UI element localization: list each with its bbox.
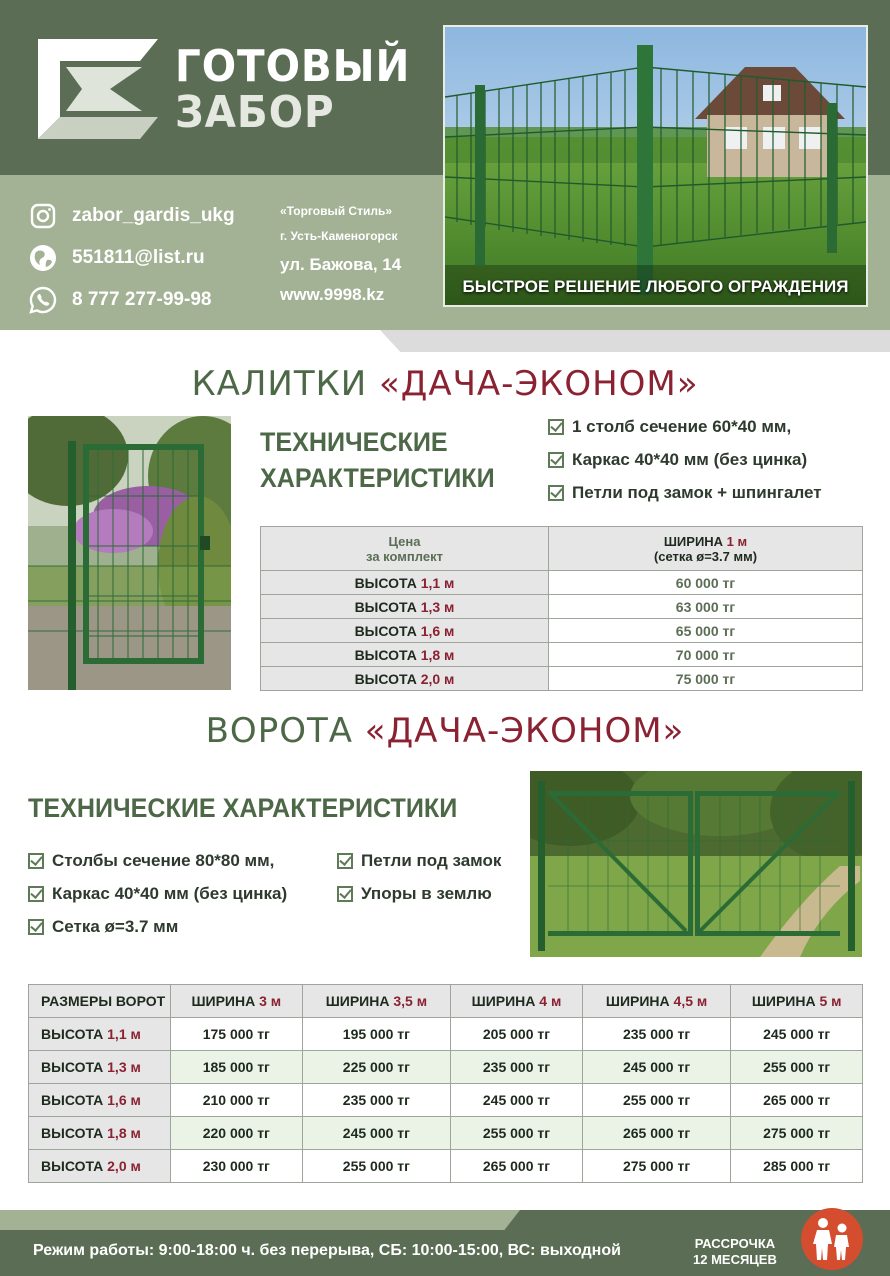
- checkbox-icon: [548, 452, 564, 468]
- price-cell: 255 000 тг: [302, 1150, 451, 1183]
- width-prefix: ШИРИНА: [605, 993, 674, 1009]
- height-cell: [29, 1084, 171, 1117]
- width-value: 4,5 м: [673, 993, 708, 1009]
- table-row: [29, 1150, 863, 1183]
- table-row: [29, 1018, 863, 1051]
- table-row: [261, 619, 863, 643]
- corner-header: РАЗМЕРЫ ВОРОТ: [29, 985, 171, 1018]
- brand-line-1: ГОТОВЫЙ: [175, 41, 411, 92]
- height-cell: [29, 1117, 171, 1150]
- price-cell: 265 000 тг: [451, 1150, 583, 1183]
- gate-photo: [28, 416, 231, 690]
- feature-text: Петли под замок: [361, 850, 502, 870]
- height-value: 2,0 м: [107, 1158, 141, 1174]
- contact-phone[interactable]: [28, 279, 235, 321]
- height-prefix: ВЫСОТА: [41, 1158, 108, 1174]
- price-cell: 210 000 тг: [171, 1084, 303, 1117]
- width-prefix: ШИРИНА: [325, 993, 394, 1009]
- contact-list: [28, 195, 235, 321]
- price-cell: 255 000 тг: [582, 1084, 731, 1117]
- feature-text: Столбы сечение 80*80 мм,: [52, 850, 275, 870]
- width-header: [302, 985, 451, 1018]
- shop-name: «Торговый Стиль»: [280, 204, 393, 218]
- feature-item: [28, 910, 287, 943]
- table-header-row: [29, 985, 863, 1018]
- feature-text: 1 столб сечение 60*40 мм,: [572, 416, 792, 436]
- price-header-line-1: Цена: [388, 533, 421, 549]
- price-cell: 235 000 тг: [451, 1051, 583, 1084]
- table-row: [29, 1117, 863, 1150]
- width-header-line-1: [549, 534, 862, 549]
- checkbox-icon: [28, 853, 44, 869]
- gates-tech-line-1: ТЕХНИЧЕСКИЕ: [260, 427, 448, 457]
- height-prefix: ВЫСОТА: [354, 622, 421, 639]
- installment-line-1: РАССРОЧКА: [694, 1236, 776, 1251]
- height-prefix: ВЫСОТА: [354, 646, 421, 663]
- vorota-features-right: [337, 844, 501, 910]
- height-prefix: ВЫСОТА: [354, 670, 421, 687]
- price-cell: 220 000 тг: [171, 1117, 303, 1150]
- price-header-line-2: за комплект: [366, 548, 443, 564]
- price-cell: 245 000 тг: [302, 1117, 451, 1150]
- table-header-row: [261, 527, 863, 571]
- footer-accent-strip: [0, 1210, 520, 1230]
- checkbox-icon: [28, 886, 44, 902]
- logo-icon: [30, 33, 162, 145]
- checkbox-icon: [548, 419, 564, 435]
- installment-badge: [801, 1208, 863, 1270]
- height-cell: [261, 571, 549, 595]
- checkbox-icon: [548, 485, 564, 501]
- price-cell: 245 000 тг: [731, 1018, 863, 1051]
- table-row: [29, 1051, 863, 1084]
- hero-caption: БЫСТРОЕ РЕШЕНИЕ ЛЮБОГО ОГРАЖДЕНИЯ: [462, 277, 849, 296]
- price-cell: 195 000 тг: [302, 1018, 451, 1051]
- table-row: [261, 595, 863, 619]
- height-value: 1,3 м: [420, 598, 455, 615]
- feature-item: [337, 877, 501, 910]
- feature-item: [548, 410, 822, 443]
- shop-address: [280, 204, 401, 313]
- height-cell: [261, 667, 549, 691]
- height-cell: [261, 643, 549, 667]
- checkbox-icon: [337, 886, 353, 902]
- table-row: [261, 571, 863, 595]
- working-hours: Режим работы: 9:00-18:00 ч. без перерыва, СБ: 10:00-15:00, ВС: выходной: [33, 1242, 621, 1259]
- price-cell: 255 000 тг: [451, 1117, 583, 1150]
- contact-phone-text: 8 777 277-99-98: [72, 289, 212, 310]
- gates-features: [548, 410, 822, 509]
- checkbox-icon: [28, 919, 44, 935]
- height-value: 2,0 м: [420, 670, 455, 687]
- table-row: [261, 667, 863, 691]
- price-cell: 235 000 тг: [302, 1084, 451, 1117]
- height-cell: [261, 595, 549, 619]
- header-shadow-strip: [380, 330, 890, 352]
- table-row: [261, 643, 863, 667]
- height-prefix: ВЫСОТА: [354, 598, 421, 615]
- price-cell: 285 000 тг: [731, 1150, 863, 1183]
- height-cell: [29, 1051, 171, 1084]
- price-cell: 75 000 тг: [549, 667, 863, 691]
- vorota-photo: [530, 771, 862, 957]
- feature-item: [337, 844, 501, 877]
- price-cell: 63 000 тг: [549, 595, 863, 619]
- feature-item: [28, 844, 287, 877]
- contact-instagram[interactable]: [28, 195, 235, 237]
- width-header: [451, 985, 583, 1018]
- feature-item: [548, 476, 822, 509]
- shop-city: г. Усть-Каменогорск: [280, 229, 398, 243]
- instagram-icon: [28, 201, 58, 231]
- height-prefix: ВЫСОТА: [41, 1092, 108, 1108]
- price-cell: 225 000 тг: [302, 1051, 451, 1084]
- contact-instagram-text: zabor_gardis_ukg: [72, 205, 235, 226]
- hero-fence-illustration: [445, 27, 866, 305]
- price-cell: 255 000 тг: [731, 1051, 863, 1084]
- feature-text: Каркас 40*40 мм (без цинка): [572, 449, 808, 469]
- height-value: 1,6 м: [420, 622, 455, 639]
- height-prefix: ВЫСОТА: [41, 1125, 108, 1141]
- vorota-section-title: [0, 711, 890, 751]
- contact-email-text: 551811@list.ru: [72, 247, 205, 268]
- price-cell: 235 000 тг: [582, 1018, 731, 1051]
- price-cell: 275 000 тг: [731, 1117, 863, 1150]
- vorota-title-brand: «ДАЧА-ЭКОНОМ»: [364, 711, 685, 751]
- width-label: ШИРИНА: [663, 533, 727, 549]
- vorota-tech-heading: ТЕХНИЧЕСКИЕ ХАРАКТЕРИСТИКИ: [28, 793, 458, 823]
- installment-label: [693, 1236, 777, 1268]
- width-header: [731, 985, 863, 1018]
- price-cell: 60 000 тг: [549, 571, 863, 595]
- height-value: 1,8 м: [420, 646, 455, 663]
- width-value: 3,5 м: [393, 993, 428, 1009]
- globe-icon: [28, 243, 58, 273]
- width-header: [549, 527, 863, 571]
- height-cell: [29, 1150, 171, 1183]
- brand-line-2: ЗАБОР: [175, 87, 335, 138]
- gates-tech-heading: [260, 424, 495, 496]
- feature-text: Сетка ø=3.7 мм: [52, 916, 179, 936]
- height-value: 1,1 м: [107, 1026, 141, 1042]
- price-cell: 245 000 тг: [582, 1051, 731, 1084]
- height-value: 1,3 м: [107, 1059, 141, 1075]
- feature-item: [548, 443, 822, 476]
- contact-email[interactable]: [28, 237, 235, 279]
- price-cell: 70 000 тг: [549, 643, 863, 667]
- vorota-title-prefix: ВОРОТА: [205, 711, 365, 751]
- width-prefix: ШИРИНА: [191, 993, 260, 1009]
- checkbox-icon: [337, 853, 353, 869]
- mesh-spec: (сетка ø=3.7 мм): [653, 548, 758, 564]
- width-prefix: ШИРИНА: [471, 993, 540, 1009]
- family-icon: [801, 1208, 863, 1270]
- price-cell: 275 000 тг: [582, 1150, 731, 1183]
- gates-tech-line-2: ХАРАКТЕРИСТИКИ: [260, 463, 495, 493]
- width-value: 5 м: [819, 993, 842, 1009]
- gates-section-title: [0, 364, 890, 404]
- height-value: 1,1 м: [420, 574, 455, 591]
- width-header: [582, 985, 731, 1018]
- vorota-price-table: [28, 984, 863, 1183]
- price-cell: 205 000 тг: [451, 1018, 583, 1051]
- height-value: 1,6 м: [107, 1092, 141, 1108]
- width-value: 3 м: [259, 993, 282, 1009]
- height-prefix: ВЫСОТА: [354, 574, 421, 591]
- height-prefix: ВЫСОТА: [41, 1059, 108, 1075]
- feature-text: Каркас 40*40 мм (без цинка): [52, 883, 288, 903]
- price-cell: 245 000 тг: [451, 1084, 583, 1117]
- width-value: 1 м: [726, 533, 748, 549]
- gates-title-prefix: КАЛИТКИ: [191, 364, 379, 404]
- shop-website[interactable]: www.9998.kz: [280, 285, 385, 304]
- width-prefix: ШИРИНА: [751, 993, 820, 1009]
- price-cell: 185 000 тг: [171, 1051, 303, 1084]
- price-header: [261, 527, 549, 571]
- height-prefix: ВЫСОТА: [41, 1026, 108, 1042]
- table-row: [29, 1084, 863, 1117]
- price-cell: 265 000 тг: [731, 1084, 863, 1117]
- shop-street: ул. Бажова, 14: [280, 255, 402, 274]
- height-cell: [29, 1018, 171, 1051]
- feature-item: [28, 877, 287, 910]
- height-cell: [261, 619, 549, 643]
- price-cell: 230 000 тг: [171, 1150, 303, 1183]
- gates-title-brand: «ДАЧА-ЭКОНОМ»: [378, 364, 699, 404]
- price-cell: 175 000 тг: [171, 1018, 303, 1051]
- whatsapp-icon: [28, 285, 58, 315]
- feature-text: Петли под замок + шпингалет: [572, 482, 822, 502]
- gates-price-table: [260, 526, 863, 691]
- vorota-features-left: [28, 844, 287, 943]
- price-cell: 65 000 тг: [549, 619, 863, 643]
- brand-name: [175, 41, 411, 138]
- hero-photo: [443, 25, 868, 307]
- height-value: 1,8 м: [107, 1125, 141, 1141]
- width-header: [171, 985, 303, 1018]
- width-value: 4 м: [539, 993, 562, 1009]
- feature-text: Упоры в землю: [361, 883, 492, 903]
- price-cell: 265 000 тг: [582, 1117, 731, 1150]
- installment-line-2: 12 МЕСЯЦЕВ: [693, 1252, 777, 1267]
